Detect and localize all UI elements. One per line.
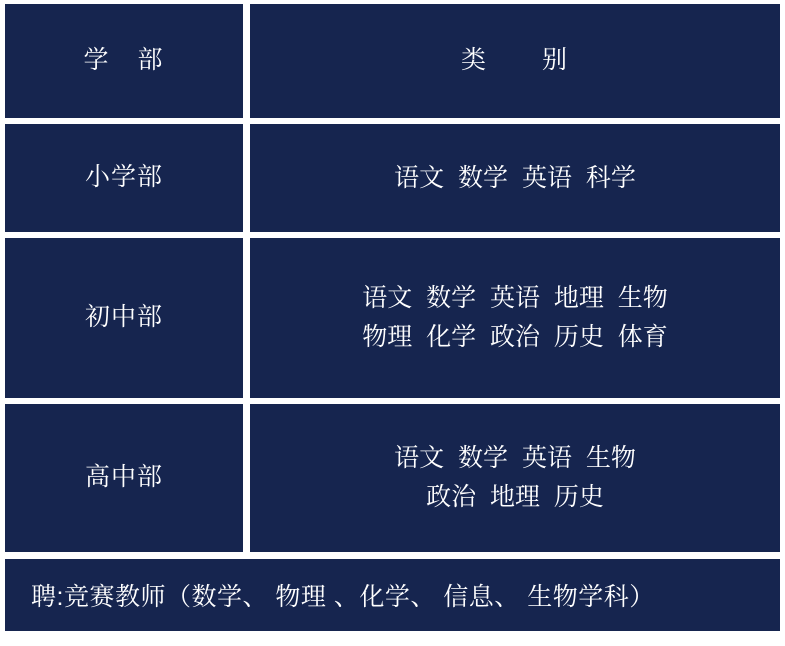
table-row — [5, 404, 780, 552]
header-cell-category — [250, 4, 780, 118]
cell-department-high — [5, 404, 243, 552]
table-row — [5, 238, 780, 398]
department-label: 初中部 — [84, 303, 163, 332]
table-header-row — [5, 4, 780, 118]
footer-banner — [5, 559, 780, 631]
header-cell-department — [5, 4, 243, 118]
category-line: 政治 地理 历史 — [426, 483, 604, 511]
recruitment-table — [5, 4, 780, 552]
cell-department-middle — [5, 238, 243, 398]
category-line: 语文 数学 英语 地理 生物 — [362, 284, 668, 313]
category-line: 语文 数学 英语 生物 — [394, 444, 636, 473]
department-label: 小学部 — [84, 163, 163, 192]
header-category-label: 类 别 — [460, 46, 569, 75]
category-line: 语文 数学 英语 科学 — [394, 163, 636, 192]
cell-category-primary — [250, 124, 780, 232]
category-line: 物理 化学 政治 历史 体育 — [362, 323, 668, 351]
table-row — [5, 124, 780, 232]
cell-department-primary — [5, 124, 243, 232]
cell-category-middle — [250, 238, 780, 398]
cell-category-high — [250, 404, 780, 552]
footer-text: 聘:竞赛教师（数学、 物理 、化学、 信息、 生物学科） — [31, 583, 655, 611]
department-label: 高中部 — [84, 463, 163, 492]
header-department-label: 学 部 — [83, 46, 165, 75]
